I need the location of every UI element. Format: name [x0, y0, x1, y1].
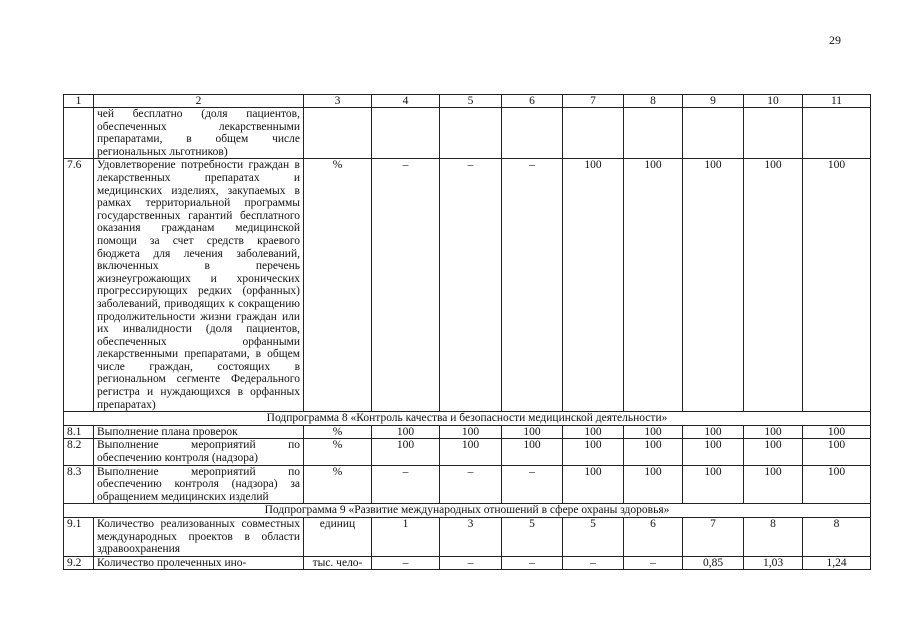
indicator-name: Выполнение мероприятий по обеспечению контроля (надзора) [94, 439, 304, 465]
value-cell: – [624, 556, 683, 570]
value-cell: – [502, 159, 563, 412]
page-number: 29 [829, 33, 841, 47]
value-cell: 1,03 [744, 556, 803, 570]
subprogram-title: Подпрограмма 9 «Развитие международных отношений в сфере охраны здоровья» [64, 504, 871, 518]
table-row [64, 556, 871, 570]
value-cell: 100 [563, 159, 624, 412]
value-cell: – [372, 556, 440, 570]
table-row [64, 159, 871, 412]
value-cell: 7 [683, 518, 744, 557]
value-cell: 100 [563, 465, 624, 504]
value-cell: 3 [440, 518, 502, 557]
row-number: 7.6 [64, 159, 94, 412]
value-cell: 8 [803, 518, 871, 557]
value-cell: 100 [803, 439, 871, 465]
subprogram-header-row [64, 412, 871, 426]
value-cell: – [502, 556, 563, 570]
table-row [64, 439, 871, 465]
table-row [64, 425, 871, 439]
value-cell [744, 108, 803, 159]
value-cell [563, 108, 624, 159]
value-cell: 5 [502, 518, 563, 557]
column-header: 5 [440, 95, 502, 108]
indicator-name: Выполнение мероприятий по обеспечению контроля (надзора) за обращением медицинских изделий [94, 465, 304, 504]
value-cell: – [372, 159, 440, 412]
value-cell: – [440, 465, 502, 504]
column-header: 11 [803, 95, 871, 108]
column-header: 8 [624, 95, 683, 108]
column-header: 10 [744, 95, 803, 108]
value-cell: 100 [624, 159, 683, 412]
indicator-name: Количество реализованных совместных международных проектов в области здравоохранения [94, 518, 304, 557]
unit-cell [304, 108, 372, 159]
value-cell: 100 [502, 425, 563, 439]
subprogram-header-row [64, 504, 871, 518]
value-cell [440, 108, 502, 159]
indicator-name: Количество пролеченных ино- [94, 556, 304, 570]
unit-cell: % [304, 159, 372, 412]
column-header: 4 [372, 95, 440, 108]
value-cell: 100 [683, 439, 744, 465]
value-cell: 100 [624, 465, 683, 504]
value-cell: 100 [744, 159, 803, 412]
value-cell: 8 [744, 518, 803, 557]
value-cell: 100 [744, 465, 803, 504]
indicator-name: Выполнение плана проверок [94, 425, 304, 439]
value-cell: – [440, 159, 502, 412]
column-header: 7 [563, 95, 624, 108]
table-row [64, 465, 871, 504]
table-row [64, 108, 871, 159]
value-cell [683, 108, 744, 159]
value-cell: – [440, 556, 502, 570]
unit-cell: тыс. чело- [304, 556, 372, 570]
value-cell [803, 108, 871, 159]
value-cell: 100 [624, 439, 683, 465]
column-header: 3 [304, 95, 372, 108]
value-cell: 100 [803, 159, 871, 412]
value-cell: 100 [563, 425, 624, 439]
value-cell: 100 [744, 425, 803, 439]
value-cell: 6 [624, 518, 683, 557]
value-cell: 100 [563, 439, 624, 465]
column-header: 1 [64, 95, 94, 108]
value-cell [502, 108, 563, 159]
indicator-name: чей бесплатно (доля пациентов, обеспеченных лекарственными препаратами, в общем числе региональных льготников) [94, 108, 304, 159]
subprogram-title: Подпрограмма 8 «Контроль качества и безопасности медицинской деятельности» [64, 412, 871, 426]
row-number: 8.1 [64, 425, 94, 439]
value-cell [372, 108, 440, 159]
row-number: 9.1 [64, 518, 94, 557]
unit-cell: единиц [304, 518, 372, 557]
column-header: 9 [683, 95, 744, 108]
value-cell: 100 [683, 465, 744, 504]
column-header: 6 [502, 95, 563, 108]
value-cell: 100 [372, 425, 440, 439]
table-body [64, 95, 871, 570]
unit-cell: % [304, 465, 372, 504]
column-header-row [64, 95, 871, 108]
column-header: 2 [94, 95, 304, 108]
value-cell: – [563, 556, 624, 570]
value-cell: 100 [683, 159, 744, 412]
value-cell: – [372, 465, 440, 504]
value-cell: 100 [744, 439, 803, 465]
value-cell: 100 [440, 425, 502, 439]
row-number [64, 108, 94, 159]
value-cell: 5 [563, 518, 624, 557]
value-cell: 100 [372, 439, 440, 465]
value-cell: 1 [372, 518, 440, 557]
table-row [64, 518, 871, 557]
value-cell: 100 [803, 425, 871, 439]
value-cell: – [502, 465, 563, 504]
indicators-table [63, 94, 871, 570]
value-cell: 100 [440, 439, 502, 465]
value-cell: 0,85 [683, 556, 744, 570]
value-cell: 100 [803, 465, 871, 504]
value-cell: 100 [683, 425, 744, 439]
value-cell: 1,24 [803, 556, 871, 570]
row-number: 9.2 [64, 556, 94, 570]
indicator-name: Удовлетворение потребности граждан в лекарственных препаратах и медицинских изделиях, закупаемых в рамках территориальной программы государственных гарантий бесплатного оказания гражданам медицинской помощи за счет средств краевого бюджета для лечения заболеваний, включенных в перечень жизнеугрожающих и хронических прогрессирующих редких (орфанных) заболеваний, приводящих к сокращению продолжительности жизни граждан или их инвалидности (доля пациентов, обеспеченных орфанными лекарственными препаратами, в общем числе граждан, состоящих в региональном сегменте Федерального регистра и нуждающихся в орфанных препаратах) [94, 159, 304, 412]
value-cell: 100 [624, 425, 683, 439]
row-number: 8.2 [64, 439, 94, 465]
row-number: 8.3 [64, 465, 94, 504]
value-cell: 100 [502, 439, 563, 465]
unit-cell: % [304, 439, 372, 465]
value-cell [624, 108, 683, 159]
unit-cell: % [304, 425, 372, 439]
